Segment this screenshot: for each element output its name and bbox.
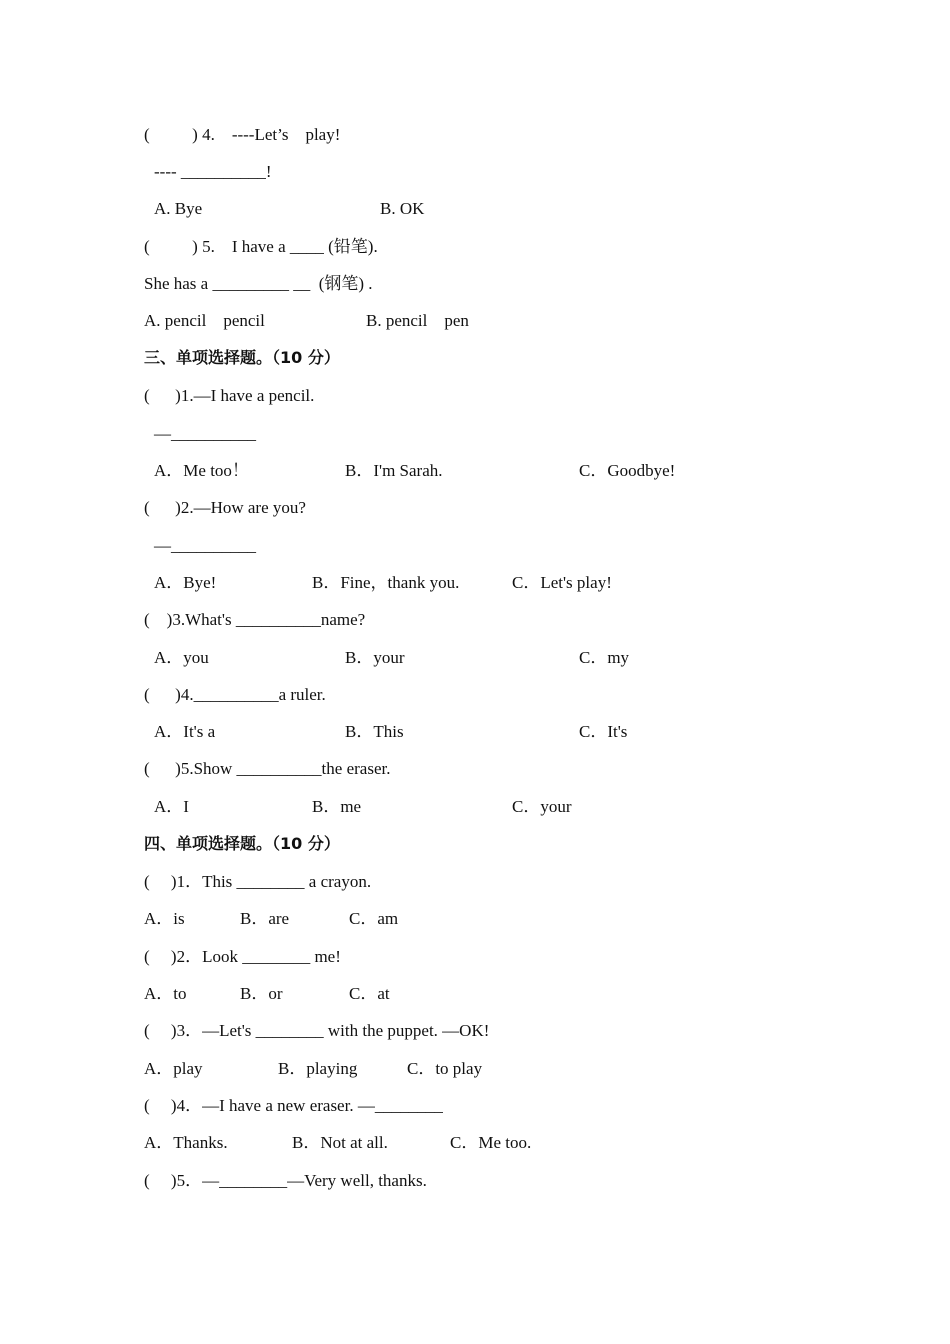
s3-q1-option-c: C．Goodbye! bbox=[579, 461, 676, 480]
s4-q4-option-a: A．Thanks. bbox=[144, 1133, 228, 1152]
s3-q5-option-c: C．your bbox=[512, 797, 572, 816]
s3-q1-stem: ( )1.—I have a pencil. bbox=[144, 386, 315, 405]
s4-q1-option-c: C．am bbox=[349, 909, 399, 928]
s2-q4-option-a: A. Bye bbox=[154, 199, 203, 218]
s3-q2-option-c: C．Let's play! bbox=[512, 573, 612, 592]
s3-q2-stem: ( )2.—How are you? bbox=[144, 498, 306, 517]
s4-q4-option-b: B．Not at all. bbox=[292, 1133, 388, 1152]
s2-q4-reply: ---- __________! bbox=[154, 162, 272, 181]
s2-q5-stem: ( ) 5. I have a ____ (铅笔). bbox=[144, 237, 378, 256]
s4-q2-stem: ( )2．Look ________ me! bbox=[144, 947, 341, 966]
s4-q3-stem: ( )3．—Let's ________ with the puppet. —OK! bbox=[144, 1021, 490, 1040]
s4-q4-option-c: C．Me too. bbox=[450, 1133, 532, 1152]
s4-q2-option-b: B．or bbox=[240, 984, 283, 1003]
s4-q1-stem: ( )1．This ________ a crayon. bbox=[144, 872, 372, 891]
s3-q2-reply: —__________ bbox=[154, 536, 256, 555]
s4-q2-option-a: A．to bbox=[144, 984, 187, 1003]
s4-q5-stem: ( )5．—________—Very well, thanks. bbox=[144, 1171, 427, 1190]
s4-q3-option-c: C．to play bbox=[407, 1059, 483, 1078]
s3-q3-option-a: A．you bbox=[154, 648, 209, 667]
s3-q2-option-a: A．Bye! bbox=[154, 573, 217, 592]
s3-q3-option-b: B．your bbox=[345, 648, 405, 667]
s3-q5-option-b: B．me bbox=[312, 797, 362, 816]
s3-q2-option-b: B．Fine，thank you. bbox=[312, 573, 460, 592]
s2-q5-option-a: A. pencil pencil bbox=[144, 311, 265, 330]
s4-q2-option-c: C．at bbox=[349, 984, 390, 1003]
s3-q4-option-b: B．This bbox=[345, 722, 404, 741]
section-3-heading: 三、单项选择题。（10 分） bbox=[144, 348, 340, 367]
s3-q4-option-c: C．It's bbox=[579, 722, 628, 741]
s2-q4-stem: ( ) 4. ----Let’s play! bbox=[144, 125, 341, 144]
s3-q3-stem: ( )3.What's __________name? bbox=[144, 610, 366, 629]
s3-q5-option-a: A．I bbox=[154, 797, 189, 816]
s3-q4-option-a: A．It's a bbox=[154, 722, 216, 741]
s3-q1-reply: —__________ bbox=[154, 424, 256, 443]
s3-q4-stem: ( )4.__________a ruler. bbox=[144, 685, 326, 704]
s2-q5-option-b: B. pencil pen bbox=[366, 311, 469, 330]
s4-q3-option-a: A．play bbox=[144, 1059, 203, 1078]
s2-q4-option-b: B. OK bbox=[380, 199, 425, 218]
s4-q3-option-b: B．playing bbox=[278, 1059, 358, 1078]
section-4-heading: 四、单项选择题。（10 分） bbox=[144, 834, 340, 853]
s2-q5-line2: She has a _________ __ (钢笔) . bbox=[144, 274, 373, 293]
s4-q4-stem: ( )4．—I have a new eraser. —________ bbox=[144, 1096, 443, 1115]
s3-q1-option-a: A．Me too！ bbox=[154, 461, 249, 480]
s3-q3-option-c: C．my bbox=[579, 648, 630, 667]
s3-q1-option-b: B．I'm Sarah. bbox=[345, 461, 443, 480]
s3-q5-stem: ( )5.Show __________the eraser. bbox=[144, 759, 391, 778]
s4-q1-option-b: B．are bbox=[240, 909, 290, 928]
s4-q1-option-a: A．is bbox=[144, 909, 185, 928]
